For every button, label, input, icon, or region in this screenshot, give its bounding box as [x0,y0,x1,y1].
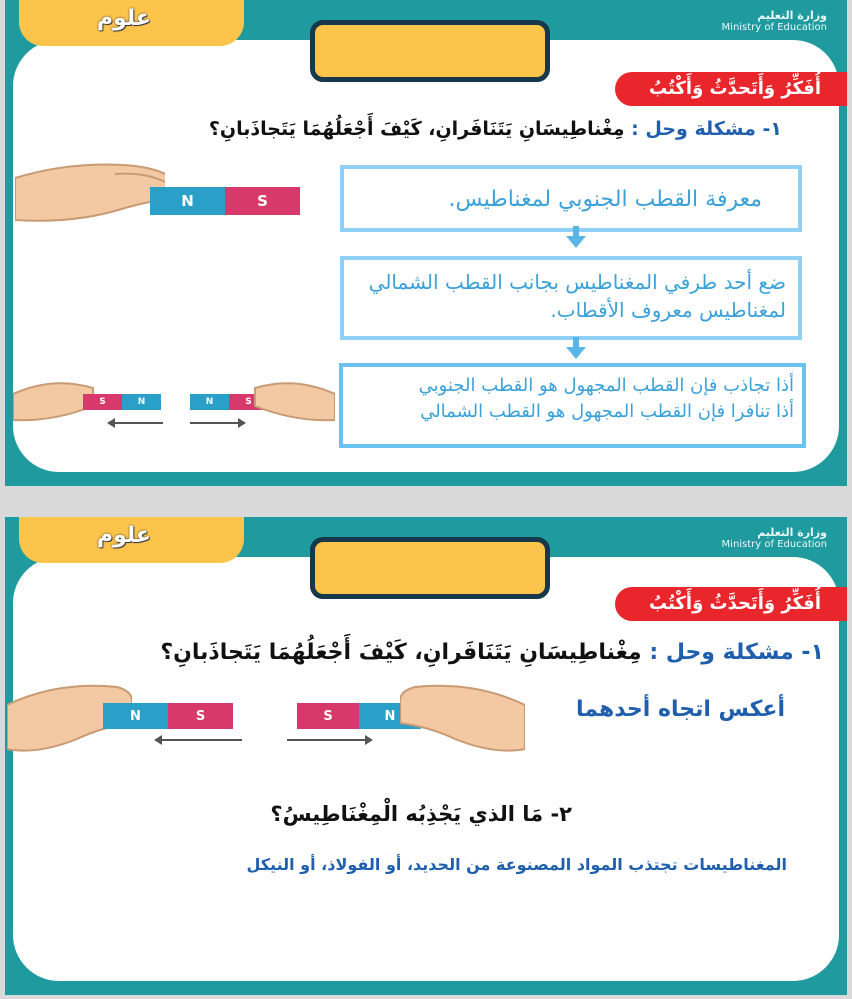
magnet-bar: N S [190,394,268,410]
arrow-right-icon [287,739,367,741]
magnet-bar: S N [83,394,161,410]
question-1: ١- مشكلة وحل : مِغْناطِيسَانِ يَتَنَافَرانِ، كَيْفَ أَجْعَلُهُمَا يَتَجاذَبانِ؟ [208,118,782,140]
subject-tab: علوم [19,0,244,46]
ministry-logo: وزارة التعليم Ministry of Education [721,526,827,550]
arrow-down-icon [566,347,586,359]
hand-illustration [15,158,165,228]
question-1: ١- مشكلة وحل : مِغْناطِيسَانِ يَتَنَافَرانِ، كَيْفَ أَجْعَلُهُمَا يَتَجاذَبانِ؟ [160,640,824,665]
flow-step-1: معرفة القطب الجنوبي لمغناطيس. [340,165,802,232]
answer-2: المغناطيسات تجتذب المواد المصنوعة من الحديد، أو الفولاذ، أو النيكل [246,855,787,874]
magnet-bar [150,187,300,215]
magnet-north-pole: N [150,187,225,215]
flow-step-2: ضع أحد طرفي المغناطيس بجانب القطب الشمالي لمغناطيس معروف الأقطاب. [340,256,802,340]
slide-2 [5,517,847,995]
arrow-left-icon [113,422,163,424]
arrow-right-icon [190,422,240,424]
magnet-south-pole: S [225,187,300,215]
hand-illustration [250,376,335,426]
ministry-logo: وزارة التعليم Ministry of Education [721,9,827,33]
magnet-bar: N S [103,703,233,729]
section-tag: أُفَكِّرُ وَأَتَحدَّثُ وَأَكْتُبُ [615,72,847,106]
magnet-bar: S N [297,703,421,729]
title-box [310,20,550,82]
hand-illustration [400,677,525,757]
answer-1: أعكس اتجاه أحدهما [575,697,785,722]
arrow-down-icon [566,236,586,248]
subject-tab: علوم [19,517,244,563]
slide-1 [5,0,847,486]
section-tag: أُفَكِّرُ وَأَتَحدَّثُ وَأَكْتُبُ [615,587,847,621]
title-box [310,537,550,599]
arrow-left-icon [160,739,242,741]
flow-step-3: أذا تجاذب فإن القطب المجهول هو القطب الجنوبي أذا تنافرا فإن القطب المجهول هو القطب الشمالي [339,363,806,448]
question-2: ٢- مَا الذي يَجْذِبُه الْمِغْنَاطِيسُ؟ [270,802,572,826]
